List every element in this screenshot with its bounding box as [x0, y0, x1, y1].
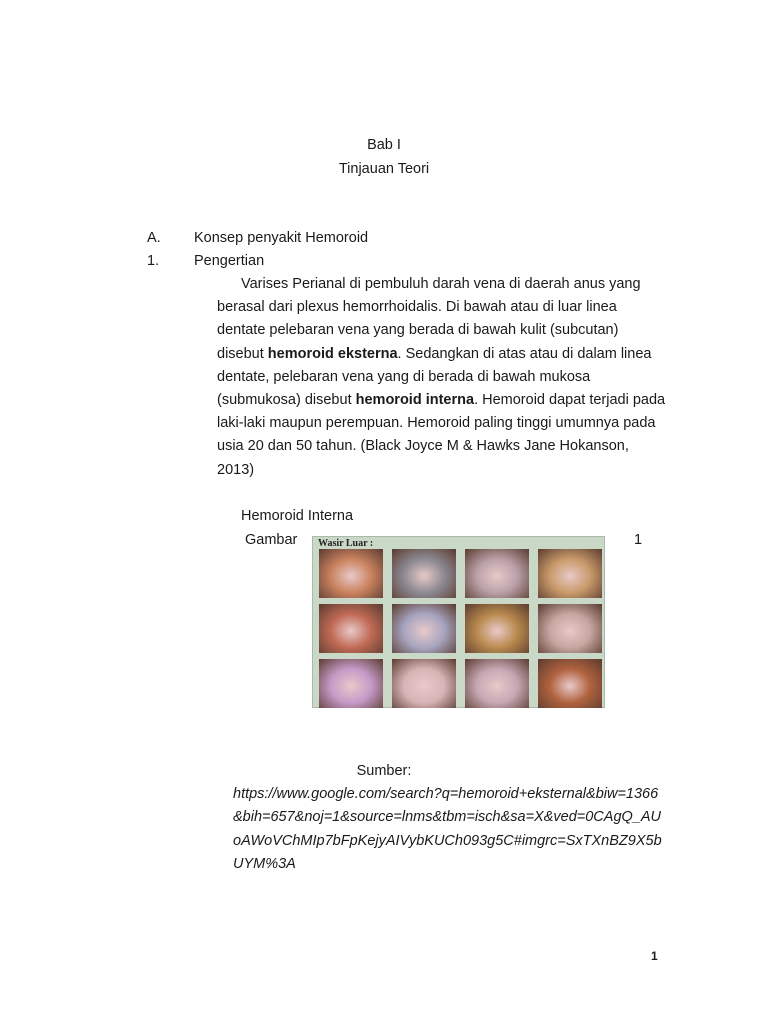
- paragraph-line: berasal dari plexus hemorrhoidalis. Di bawah atau di luar linea: [217, 299, 617, 316]
- hemoroid-photo-thumbnail: [319, 549, 383, 598]
- paragraph-line: usia 20 dan 50 tahun. (Black Joyce M & Hawks Jane Hokanson,: [217, 438, 629, 455]
- hemoroid-photo-thumbnail: [319, 659, 383, 708]
- subsection-title: Pengertian: [194, 253, 265, 269]
- source-label: Sumber:: [356, 763, 412, 779]
- section-marker: A.: [147, 230, 161, 246]
- section-title: Konsep penyakit Hemoroid: [194, 230, 369, 246]
- hemoroid-photo-thumbnail: [319, 604, 383, 653]
- text-run: (submukosa) disebut: [217, 392, 356, 409]
- page-number: 1: [651, 949, 658, 963]
- text-run: . Hemoroid dapat terjadi pada: [474, 392, 666, 409]
- hemoroid-photo-thumbnail: [465, 604, 529, 653]
- hemoroid-photo-thumbnail: [538, 549, 602, 598]
- paragraph-line: dentate pelebaran vena yang berada di bawah kulit (subcutan): [217, 322, 619, 339]
- figure-heading: Hemoroid Interna: [241, 508, 354, 524]
- text-run: . Sedangkan di atas atau di dalam linea: [397, 345, 652, 362]
- hemoroid-image-grid: [312, 536, 605, 708]
- hemoroid-photo-thumbnail: [392, 549, 456, 598]
- chapter-title: Tinjauan Teori: [338, 161, 430, 177]
- subsection-marker: 1.: [147, 253, 160, 269]
- hemoroid-photo-thumbnail: [465, 659, 529, 708]
- term-hemoroid-eksterna: hemoroid eksterna: [267, 345, 398, 362]
- paragraph-line: dentate, pelebaran vena yang di berada di bawah mukosa: [217, 368, 591, 385]
- hemoroid-photo-thumbnail: [392, 659, 456, 708]
- image-title: Wasir Luar :: [318, 538, 374, 549]
- hemoroid-photo-thumbnail: [538, 604, 602, 653]
- paragraph-line: Varises Perianal di pembuluh darah vena di daerah anus yang: [241, 276, 641, 292]
- hemoroid-photo-thumbnail: [392, 604, 456, 653]
- figure-caption-number: 1: [634, 532, 643, 548]
- url-line[interactable]: &bih=657&noj=1&source=lnms&tbm=isch&sa=X&ved=0CAgQ_AU: [233, 809, 662, 826]
- figure-caption-label: Gambar: [245, 532, 298, 548]
- paragraph-line: [217, 343, 662, 366]
- paragraph-line: [217, 389, 666, 412]
- url-line[interactable]: https://www.google.com/search?q=hemoroid+eksternal&biw=1366: [233, 786, 659, 802]
- paragraph-line: laki-laki maupun perempuan. Hemoroid paling tinggi umumnya pada: [217, 415, 656, 432]
- definition-paragraph: [217, 273, 666, 482]
- hemoroid-photo-thumbnail: [465, 549, 529, 598]
- chapter-label: Bab I: [367, 137, 401, 153]
- url-line[interactable]: oAWoVChMIp7bFpKejyAIVybKUCh093g5C#imgrc=SxTXnBZ9X5b: [233, 832, 662, 849]
- paragraph-line: 2013): [217, 461, 255, 478]
- source-url[interactable]: [233, 783, 662, 876]
- url-line[interactable]: UYM%3A: [233, 855, 296, 872]
- text-run: disebut: [217, 345, 268, 362]
- hemoroid-photo-thumbnail: [538, 659, 602, 708]
- term-hemoroid-interna: hemoroid interna: [355, 392, 475, 409]
